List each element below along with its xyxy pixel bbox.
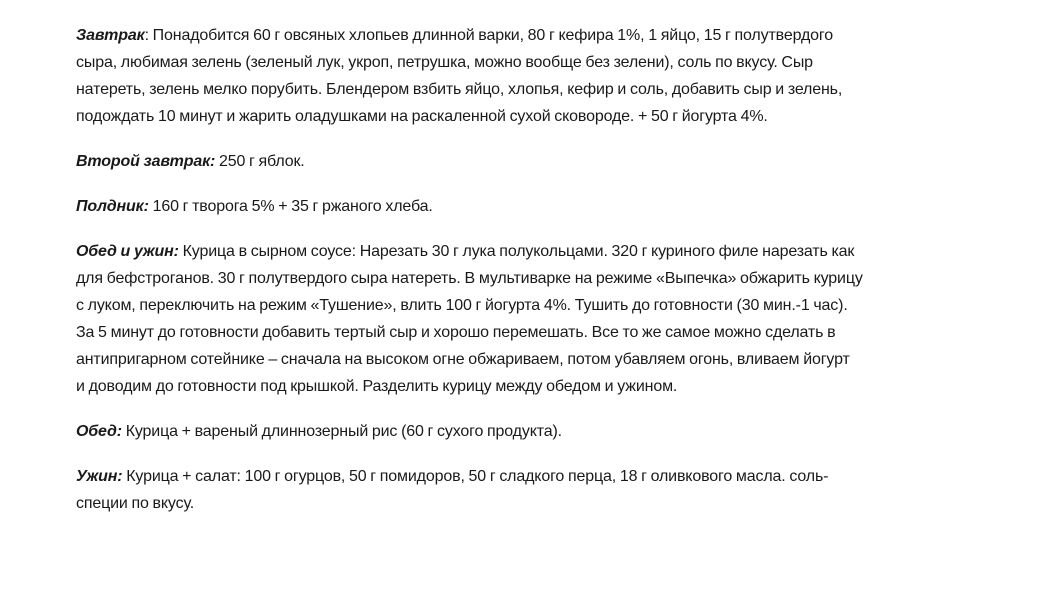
text-line-content: 160 г творога 5% + 35 г ржаного хлеба. xyxy=(148,198,433,215)
text-line: сыра, любимая зелень (зеленый лук, укроп, петрушка, можно вообще без зелени), соль по вкусу. Сыр xyxy=(76,54,813,71)
text-line xyxy=(76,418,996,445)
text-line-content: 250 г яблок. xyxy=(215,153,305,170)
text-line-content: Курица + салат: 100 г огурцов, 50 г помидоров, 50 г сладкого перца, 18 г оливкового масла. соль- xyxy=(122,468,829,485)
label-colon: : xyxy=(144,27,149,44)
section-label: Ужин: xyxy=(76,468,123,485)
text-line-content: Курица в сырном соусе: Нарезать 30 г лука полукольцами. 320 г куриного филе нарезать как xyxy=(178,243,855,260)
text-line: антипригарном сотейнике – сначала на высоком огне обжариваем, потом убавляем огонь, вливаем йогурт xyxy=(76,351,850,368)
text-line-content: Курица + вареный длиннозерный рис (60 г сухого продукта). xyxy=(121,423,562,440)
text-line: подождать 10 минут и жарить оладушками на раскаленной сухой сковороде. + 50 г йогурта 4%. xyxy=(76,108,768,125)
text-line xyxy=(76,238,996,265)
text-line: с луком, переключить на режим «Тушение», влить 100 г йогурта 4%. Тушить до готовности (30 мин.-1 час). xyxy=(76,297,848,314)
section-label: Обед и ужин: xyxy=(76,243,179,260)
text-line: натереть, зелень мелко порубить. Блендером взбить яйцо, хлопья, кефир и соль, добавить сыр и зелень, xyxy=(76,81,843,98)
text-line-content: Понадобится 60 г овсяных хлопьев длинной варки, 80 г кефира 1%, 1 яйцо, 15 г полутвердого xyxy=(148,27,833,44)
section-lunch-and-dinner xyxy=(76,238,996,400)
text-line: и доводим до готовности под крышкой. Разделить курицу между обедом и ужином. xyxy=(76,378,678,395)
text-line: специи по вкусу. xyxy=(76,495,194,512)
text-line: За 5 минут до готовности добавить тертый сыр и хорошо перемешать. Все то же самое можно сделать в xyxy=(76,324,836,341)
section-label: Обед: xyxy=(76,423,122,440)
section-lunch xyxy=(76,418,996,445)
section-label: Второй завтрак: xyxy=(76,153,216,170)
recipe-document xyxy=(76,22,996,535)
text-line: для бефстроганов. 30 г полутвердого сыра натереть. В мультиварке на режиме «Выпечка» обжарить курицу xyxy=(76,270,863,287)
text-line xyxy=(76,463,996,490)
section-label: Полдник: xyxy=(76,198,149,215)
section-dinner xyxy=(76,463,996,517)
text-line xyxy=(76,148,996,175)
section-breakfast xyxy=(76,22,996,130)
text-line xyxy=(76,22,996,49)
section-label: Завтрак xyxy=(76,27,145,44)
section-second-breakfast xyxy=(76,148,996,175)
section-afternoon-snack xyxy=(76,193,996,220)
text-line xyxy=(76,193,996,220)
